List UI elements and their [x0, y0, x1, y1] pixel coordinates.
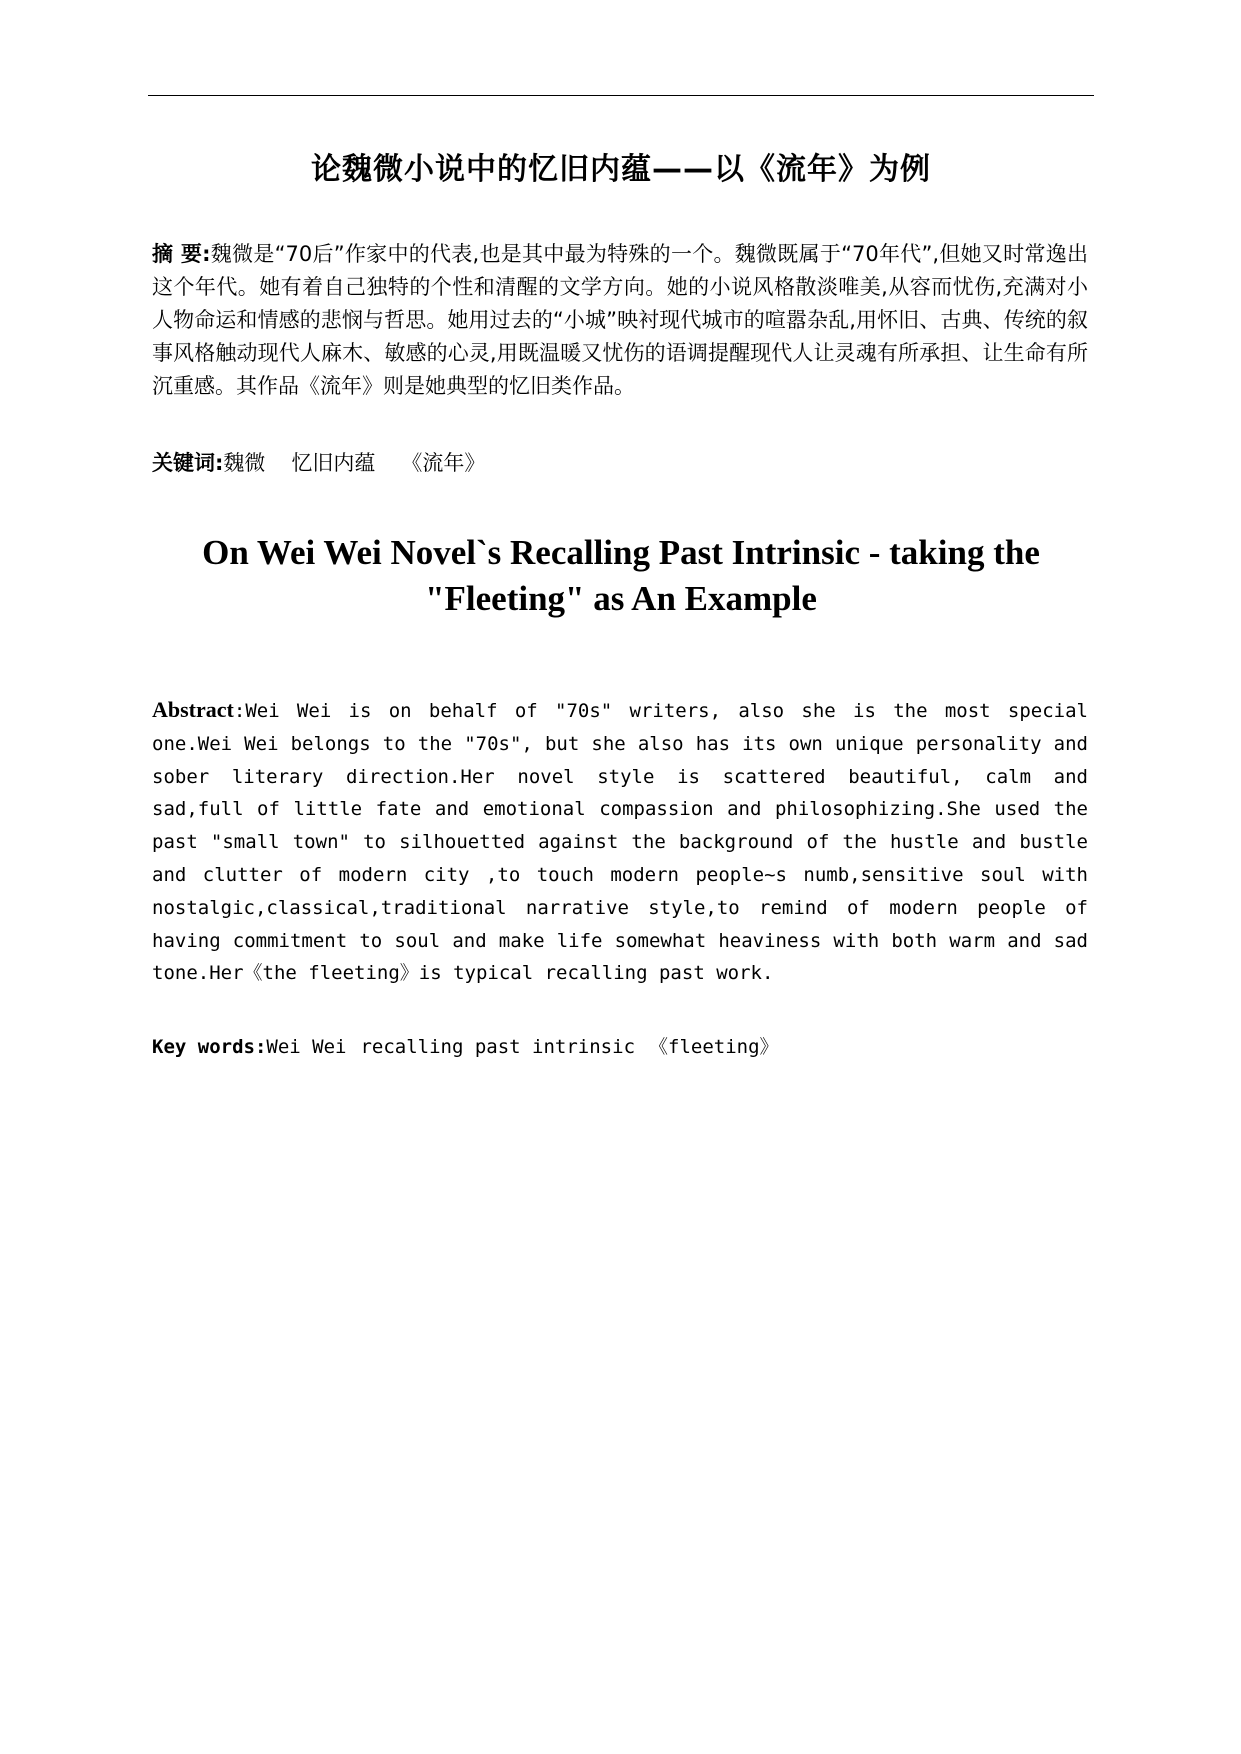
- chinese-keyword: 忆旧内蕴: [291, 451, 376, 475]
- chinese-keyword: 《流年》: [401, 451, 486, 475]
- chinese-keywords: [152, 448, 1088, 478]
- english-keywords: [152, 1032, 1088, 1062]
- chinese-abstract-text: 魏微是“70后”作家中的代表,也是其中最为特殊的一个。魏微既属于“70年代”,但她又时常逸出这个年代。她有着自己独特的个性和清醒的文学方向。她的小说风格散淡唯美,从容而忧伤,充满对小人物命运和情感的悲悯与哲思。她用过去的“小城”映衬现代城市的喧嚣杂乱,用怀旧、古典、传统的叙事风格触动现代人麻木、敏感的心灵,用既温暖又忧伤的语调提醒现代人让灵魂有所承担、让生命有所沉重感。其作品《流年》则是她典型的忆旧类作品。: [152, 242, 1088, 398]
- chinese-keywords-label: 关键词:: [152, 451, 224, 475]
- english-keyword: Wei Wei: [266, 1036, 347, 1058]
- english-keyword: recalling past intrinsic: [360, 1036, 636, 1058]
- english-abstract-text: :Wei Wei is on behalf of "70s" writers, also she is the most special one.Wei Wei belongs to the "70s", but she also has its own unique personality and sober literary direction.Her novel style is scattered beautiful, calm and sad,full of little fate and emotional compassion and philosophizing.She used the past "small town" to silhouetted against the background of the hustle and bustle and clutter of modern city ,to touch modern people~s numb,sensitive soul with nostalgic,classical,traditional narrative style,to remind of modern people of having commitment to soul and make life somewhat heaviness with both warm and sad tone.Her《the fleeting》is typical recalling past work.: [152, 700, 1088, 985]
- english-abstract: [152, 694, 1088, 990]
- header-rule: [148, 95, 1094, 96]
- english-abstract-label: Abstract: [152, 697, 234, 722]
- chinese-keyword: 魏微: [223, 451, 266, 475]
- english-keyword: 《fleeting》: [649, 1036, 779, 1058]
- english-keywords-label: Key words:: [152, 1036, 267, 1058]
- chinese-abstract: [152, 238, 1088, 403]
- chinese-title: 论魏微小说中的忆旧内蕴——以《流年》为例: [311, 152, 931, 187]
- english-title: On Wei Wei Novel`s Recalling Past Intrinsic - taking the "Fleeting" as An Example: [202, 533, 1040, 618]
- chinese-abstract-label: 摘 要:: [152, 242, 211, 266]
